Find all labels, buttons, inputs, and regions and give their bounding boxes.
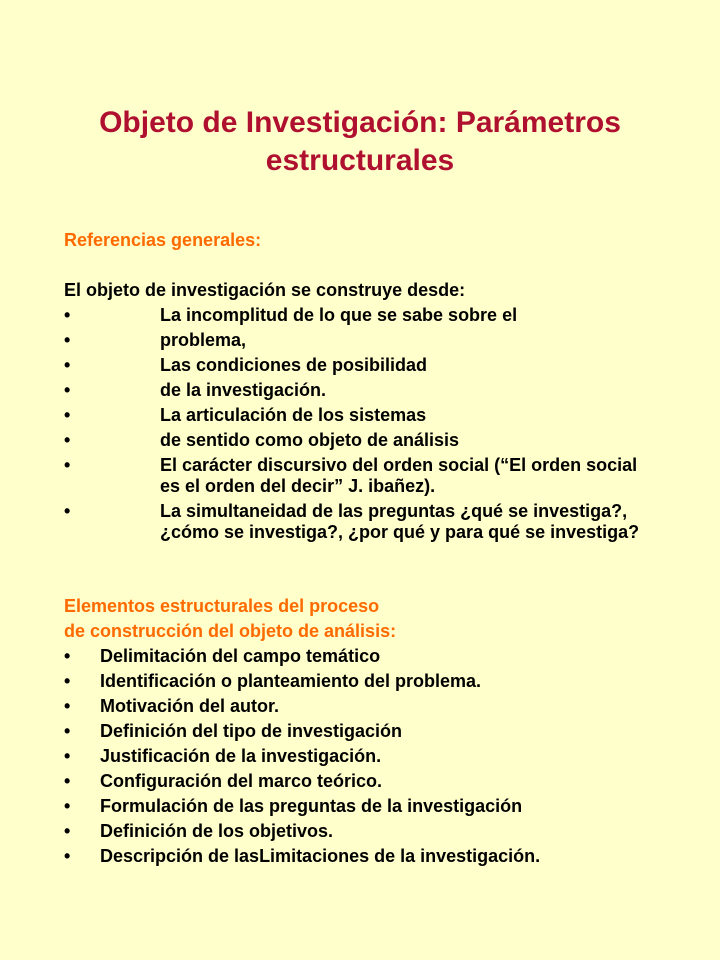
- bullet: •: [64, 455, 71, 475]
- list-item: • Delimitación del campo temático: [64, 646, 381, 666]
- references-list: [64, 305, 644, 543]
- bullet: •: [64, 355, 71, 375]
- references-list-section: [64, 305, 644, 547]
- list-item: • Motivación del autor.: [64, 696, 280, 716]
- bullet: •: [64, 821, 71, 841]
- bullet: •: [64, 305, 71, 325]
- bullet: •: [64, 746, 71, 766]
- list-item: • de la investigación.: [64, 380, 327, 400]
- elements-list-section: [64, 646, 684, 871]
- elements-heading-line-2: de construcción del objeto de análisis:: [64, 621, 397, 641]
- list-item: • Definición del tipo de investigación: [64, 721, 403, 741]
- list-item: • Descripción de lasLimitaciones de la investigación.: [64, 846, 541, 866]
- list-item: • El carácter discursivo del orden social (“El orden social es el orden del decir” J. ibañez).: [64, 455, 638, 496]
- list-item: • La articulación de los sistemas: [64, 405, 427, 425]
- title-line-2: estructurales: [265, 144, 455, 177]
- references-section: [64, 228, 664, 253]
- bullet: •: [64, 796, 71, 816]
- list-item: • de sentido como objeto de análisis: [64, 430, 460, 450]
- title-line-1: Objeto de Investigación: Parámetros: [99, 106, 621, 139]
- intro-text: El objeto de investigación se construye desde:: [64, 280, 466, 300]
- slide-title: [60, 104, 660, 180]
- list-item: • Formulación de las preguntas de la investigación: [64, 796, 523, 816]
- bullet: •: [64, 501, 71, 521]
- bullet: •: [64, 696, 71, 716]
- list-item: • La simultaneidad de las preguntas ¿qué se investiga?, ¿cómo se investiga?, ¿por qué y para qué se investiga?: [64, 501, 640, 542]
- bullet: •: [64, 846, 71, 866]
- list-item: • Las condiciones de posibilidad: [64, 355, 428, 375]
- bullet: •: [64, 405, 71, 425]
- bullet: •: [64, 330, 71, 350]
- bullet: •: [64, 646, 71, 666]
- elements-heading-section: [64, 594, 664, 644]
- bullet: •: [64, 430, 71, 450]
- list-item: • La incomplitud de lo que se sabe sobre el: [64, 305, 518, 325]
- elements-list: [64, 646, 684, 867]
- bullet: •: [64, 721, 71, 741]
- references-heading: Referencias generales:: [64, 230, 262, 250]
- list-item: • Configuración del marco teórico.: [64, 771, 383, 791]
- list-item: • Justificación de la investigación.: [64, 746, 382, 766]
- intro-section: [64, 278, 664, 303]
- bullet: •: [64, 380, 71, 400]
- bullet: •: [64, 671, 71, 691]
- bullet: •: [64, 771, 71, 791]
- list-item: • Definición de los objetivos.: [64, 821, 334, 841]
- list-item: • Identificación o planteamiento del problema.: [64, 671, 482, 691]
- elements-heading-line-1: Elementos estructurales del proceso: [64, 596, 380, 616]
- list-item: • problema,: [64, 330, 247, 350]
